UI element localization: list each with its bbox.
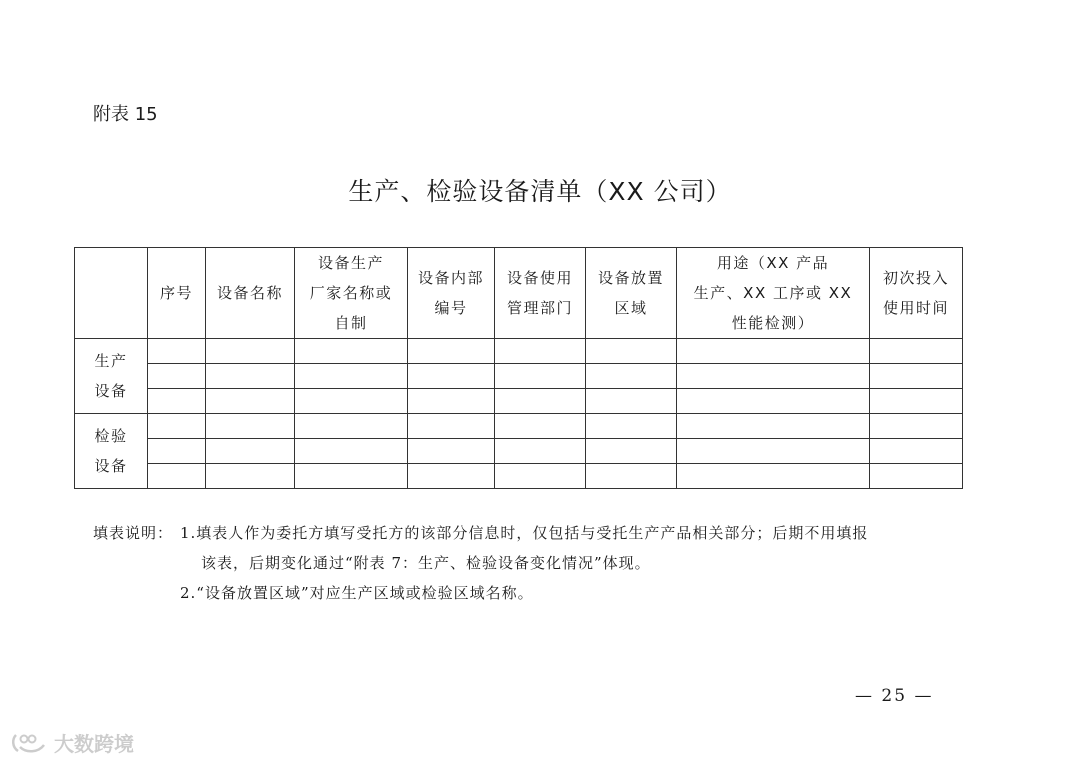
notes-label: 填表说明： <box>93 524 174 542</box>
group-label-production: 生产 设备 <box>75 339 148 414</box>
header-purpose: 用途（XX 产品 生产、XX 工序或 XX 性能检测） <box>677 248 870 339</box>
table-row <box>75 439 963 464</box>
page-number: — 25 — <box>855 686 934 706</box>
equipment-table <box>74 247 963 489</box>
note-item-2: 2.“设备放置区域”对应生产区域或检验区域名称。 <box>180 584 534 602</box>
header-department: 设备使用 管理部门 <box>495 248 586 339</box>
table-row <box>75 414 963 439</box>
header-serial: 序号 <box>148 248 206 339</box>
table-row <box>75 389 963 414</box>
header-internal-number: 设备内部 编号 <box>408 248 495 339</box>
note-item-1: 1.填表人作为委托方填写受托方的该部分信息时，仅包括与受托生产产品相关部分；后期不用填报 <box>180 524 869 542</box>
note-item-1-continued: 该表，后期变化通过“附表 7：生产、检验设备变化情况”体现。 <box>201 554 651 572</box>
header-equipment-name: 设备名称 <box>206 248 295 339</box>
table-row <box>75 364 963 389</box>
page-title: 生产、检验设备清单（XX 公司） <box>348 177 732 206</box>
watermark-text: 大数跨境 <box>54 732 134 756</box>
table-row <box>75 464 963 489</box>
header-blank-cell <box>75 248 148 339</box>
header-location: 设备放置 区域 <box>586 248 677 339</box>
brand-logo-icon <box>10 731 50 755</box>
table-header-row <box>75 248 963 339</box>
header-manufacturer: 设备生产 厂家名称或 自制 <box>295 248 408 339</box>
header-first-use-date: 初次投入 使用时间 <box>870 248 963 339</box>
watermark <box>10 728 134 757</box>
appendix-label: 附表 15 <box>93 104 158 125</box>
group-label-inspection: 检验 设备 <box>75 414 148 489</box>
table-row <box>75 339 963 364</box>
